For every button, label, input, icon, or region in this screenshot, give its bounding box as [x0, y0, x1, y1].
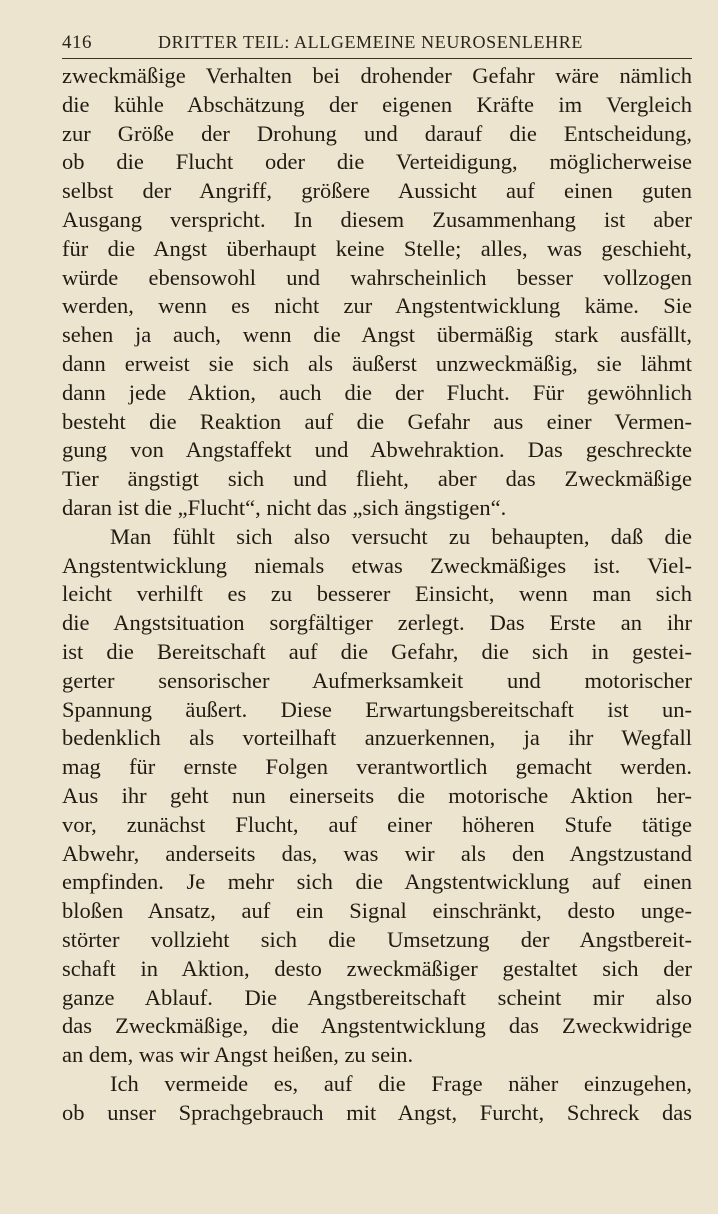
text-line: bloßen Ansatz, auf ein Signal einschränkt, desto unge- — [62, 898, 692, 924]
text-line: werden, wenn es nicht zur Angstentwicklung käme. Sie — [62, 293, 692, 319]
text-line: Spannung äußert. Diese Erwartungsbereitschaft ist un- — [62, 696, 692, 722]
text-line: Ich vermeide es, auf die Frage näher einzugehen, — [110, 1070, 692, 1096]
text-line: würde ebensowohl und wahrscheinlich besser vollzogen — [62, 264, 692, 290]
text-line: schaft in Aktion, desto zweckmäßiger gestaltet sich der — [62, 955, 692, 981]
text-line: das Zweckmäßige, die Angstentwicklung das Zweckwidrige — [62, 1013, 692, 1039]
text-line: die Angstsituation sorgfältiger zerlegt. Das Erste an ihr — [62, 610, 692, 636]
text-line: für die Angst überhaupt keine Stelle; alles, was geschieht, — [62, 235, 692, 261]
text-line: Ausgang verspricht. In diesem Zusammenhang ist aber — [62, 206, 692, 232]
running-head: DRITTER TEIL: ALLGEMEINE NEUROSENLEHRE — [158, 32, 583, 52]
page-number: 416 — [62, 32, 92, 53]
text-line: Tier ängstigt sich und flieht, aber das Zweckmäßige — [62, 466, 692, 492]
text-line: selbst der Angriff, größere Aussicht auf einen guten — [62, 178, 692, 204]
text-line: empfinden. Je mehr sich die Angstentwicklung auf einen — [62, 869, 692, 895]
text-line: gung von Angstaffekt und Abwehraktion. Das geschreckte — [62, 437, 692, 463]
text-line: Aus ihr geht nun einerseits die motorische Aktion her- — [62, 782, 692, 808]
text-line: vor, zunächst Flucht, auf einer höheren Stufe tätige — [62, 811, 692, 837]
text-line: störter vollzieht sich die Umsetzung der Angstbereit- — [62, 926, 692, 952]
text-line: Man fühlt sich also versucht zu behaupten, daß die — [110, 523, 692, 549]
text-line: Angstentwicklung niemals etwas Zweckmäßiges ist. Viel- — [62, 552, 692, 578]
text-line: ist die Bereitschaft auf die Gefahr, die sich in gestei- — [62, 638, 692, 664]
text-line: ob unser Sprachgebrauch mit Angst, Furcht, Schreck das — [62, 1099, 692, 1125]
text-line: sehen ja auch, wenn die Angst übermäßig stark ausfällt, — [62, 322, 692, 348]
text-line: daran ist die „Flucht“, nicht das „sich ängstigen“. — [62, 494, 507, 520]
text-line: gerter sensorischer Aufmerksamkeit und motorischer — [62, 667, 692, 693]
body-text — [62, 62, 692, 1127]
text-line: ob die Flucht oder die Verteidigung, möglicherweise — [62, 149, 692, 175]
text-line: besteht die Reaktion auf die Gefahr aus einer Vermen- — [62, 408, 692, 434]
text-line: bedenklich als vorteilhaft anzuerkennen, ja ihr Wegfall — [62, 725, 692, 751]
text-line: dann jede Aktion, auch die der Flucht. Für gewöhnlich — [62, 379, 692, 405]
text-line: mag für ernste Folgen verantwortlich gemacht werden. — [62, 754, 692, 780]
text-line: leicht verhilft es zu besserer Einsicht, wenn man sich — [62, 581, 692, 607]
text-line: zur Größe der Drohung und darauf die Entscheidung, — [62, 120, 692, 146]
text-line: Abwehr, anderseits das, was wir als den Angstzustand — [62, 840, 692, 866]
text-line: die kühle Abschätzung der eigenen Kräfte im Vergleich — [62, 91, 692, 117]
text-line: zweckmäßige Verhalten bei drohender Gefahr wäre nämlich — [62, 63, 692, 88]
text-line: ganze Ablauf. Die Angstbereitschaft scheint mir also — [62, 984, 692, 1010]
page-header — [62, 30, 692, 59]
text-line: dann erweist sie sich als äußerst unzweckmäßig, sie lähmt — [62, 350, 692, 376]
text-line: an dem, was wir Angst heißen, zu sein. — [62, 1042, 414, 1068]
